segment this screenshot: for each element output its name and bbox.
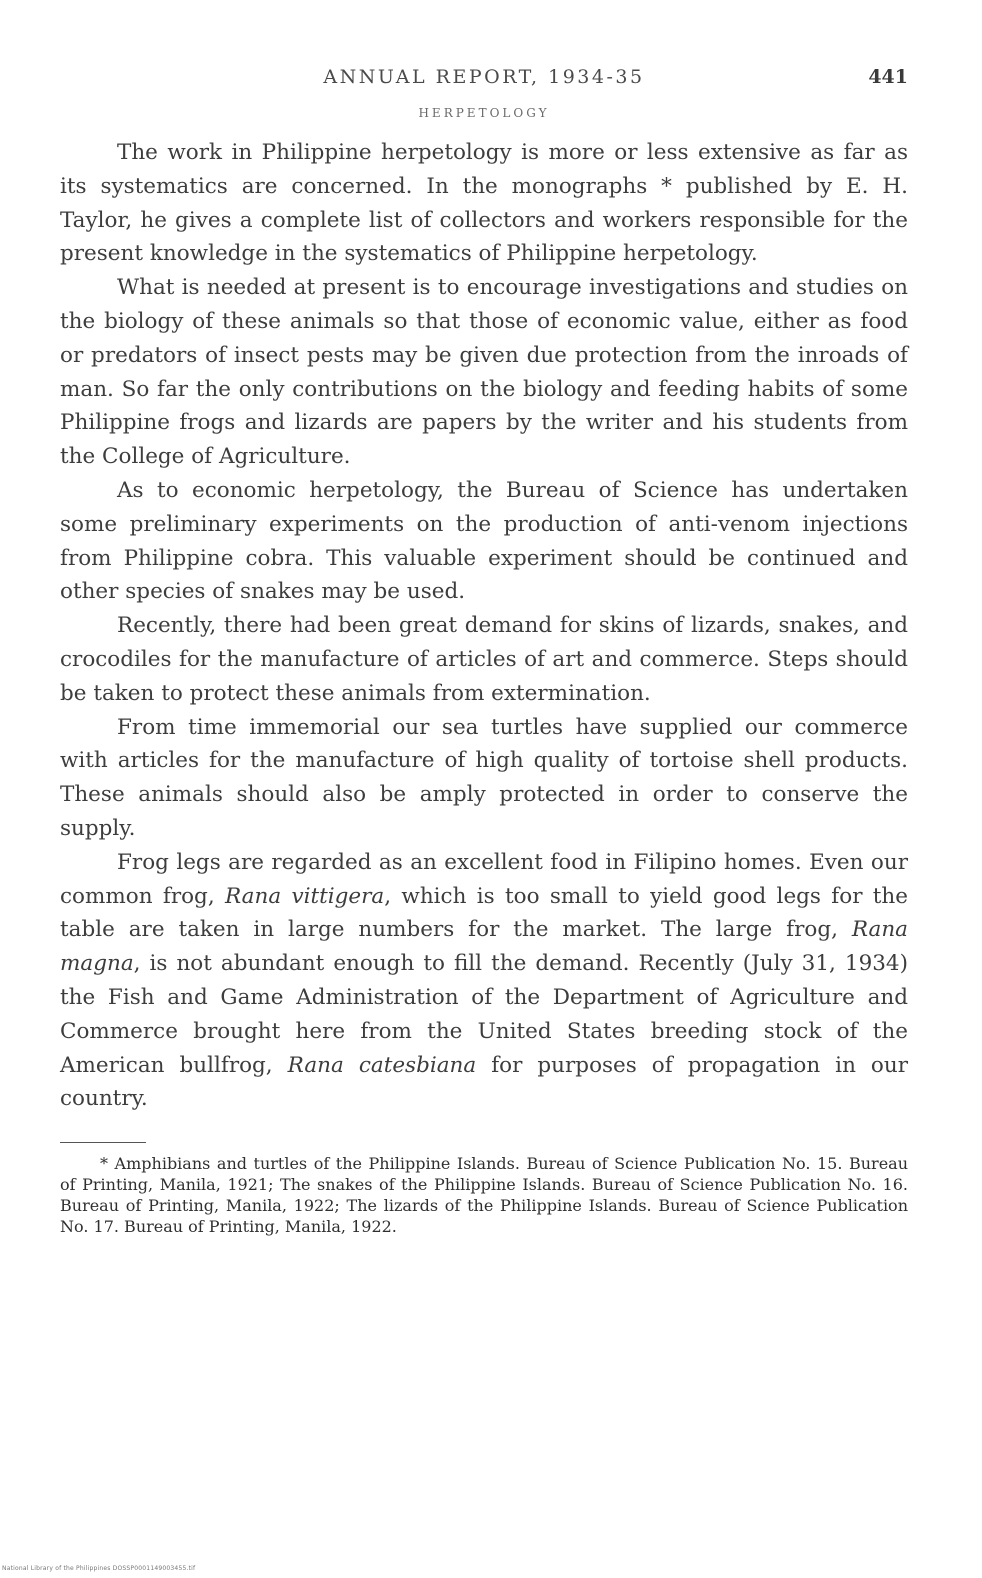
paragraph-text: Recently, there had been great demand for skins of lizards, snakes, and crocodiles for the manufacture of articles of art and commerce. Steps should be taken to protect these animals from extermination. (60, 613, 908, 706)
running-title: ANNUAL REPORT, 1934-35 (323, 66, 645, 88)
paragraph (60, 474, 908, 609)
footnote: * Amphibians and turtles of the Philippine Islands. Bureau of Science Publication No. 15. Bureau of Printing, Manila, 1921; The snakes of the Philippine Islands. Bureau of Science Publication No. 16. Bureau of Printing, Manila, 1922; The lizards of the Philippine Islands. Bureau of Science Publication No. 17. Bureau of Printing, Manila, 1922. (60, 1154, 908, 1237)
running-header (60, 66, 908, 104)
document-page (60, 66, 908, 1556)
paragraph-text: for purposes of propagation in our country. (60, 1052, 908, 1112)
paragraph-text: As to economic herpetology, the Bureau of Science has undertaken some preliminary experiments on the production of anti-venom injections from Philippine cobra. This valuable experiment should be continued and other species of snakes may be used. (60, 477, 908, 605)
paragraph (60, 136, 908, 271)
paragraph (60, 271, 908, 474)
paragraph-text: , is not abundant enough to fill the demand. Recently (July 31, 1934) the Fish and Game Administration of the Department of Agriculture and Commerce brought here from the United States breeding stock of the American bullfrog, (60, 951, 908, 1078)
paragraph (60, 609, 908, 710)
paragraph-text: What is needed at present is to encourage investigations and studies on the biology of these animals so that those of economic value, either as food or predators of insect pests may be given due protection from the inroads of man. So far the only contributions on the biology and feeding habits of some Philippine frogs and lizards are papers by the writer and his students from the College of Agriculture. (60, 275, 908, 470)
paragraph-text: From time immemorial our sea turtles have supplied our commerce with articles for the manufacture of high quality of tortoise shell products. These animals should also be amply protected in order to conserve the supply. (60, 714, 908, 841)
paragraph (60, 711, 908, 846)
paragraph-text: , which is too small to yield good legs for the table are taken in large numbers for the market. The large frog, (60, 883, 909, 943)
scan-caption: National Library of the Philippines DOSSP0001149003455.tif (2, 1565, 196, 1572)
species-name: Rana magna (60, 917, 908, 977)
species-name: Rana vittigera (225, 883, 385, 909)
species-name: Rana catesbiana (287, 1052, 477, 1078)
page-number: 441 (868, 66, 908, 88)
paragraph (60, 846, 908, 1116)
section-title: HERPETOLOGY (418, 106, 550, 120)
footnote-rule (60, 1142, 146, 1143)
paragraph-text: The work in Philippine herpetology is more or less extensive as far as its systematics are concerned. In the monographs * published by E. H. Taylor, he gives a complete list of collectors and workers responsible for the present knowledge in the systematics of Philippine herpetology. (60, 140, 908, 267)
paragraph-text: Frog legs are regarded as an excellent food in Filipino homes. Even our common frog, (60, 849, 908, 909)
body-text (60, 136, 908, 1116)
